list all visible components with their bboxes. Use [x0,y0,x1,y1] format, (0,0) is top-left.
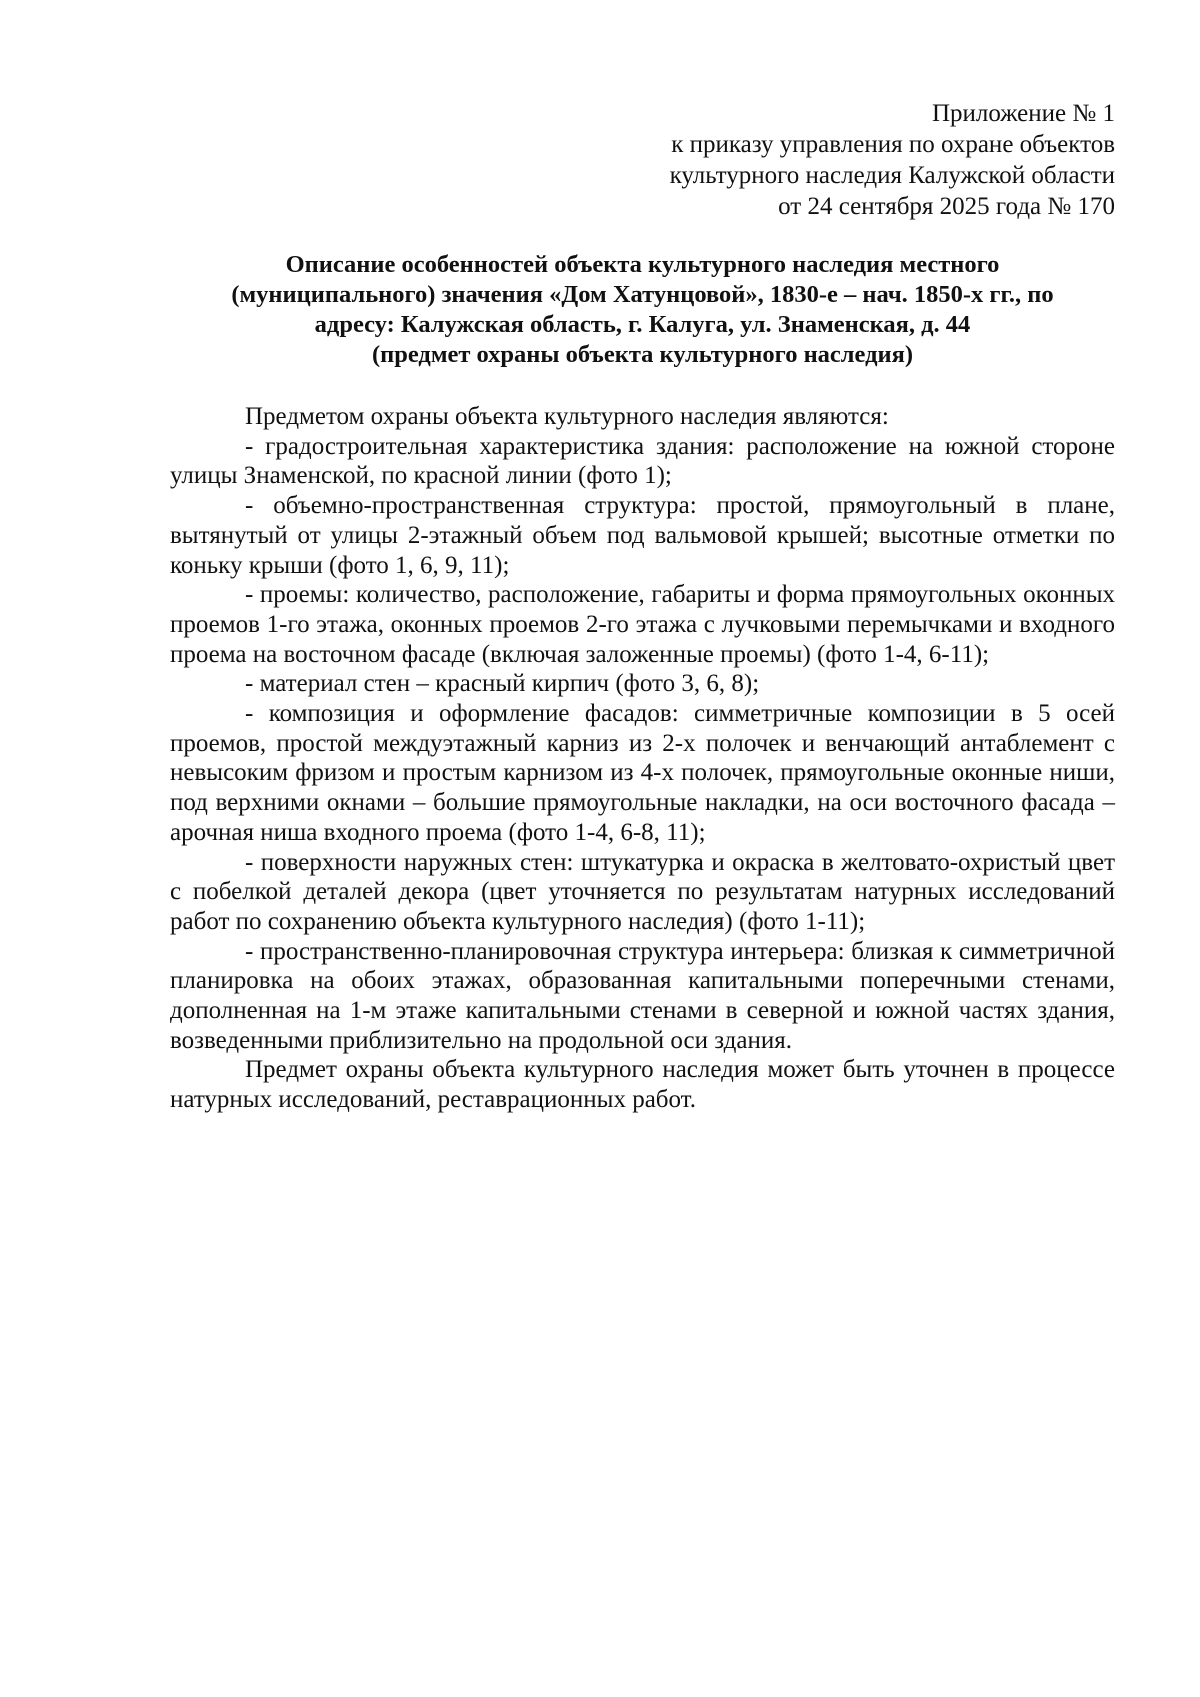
appendix-header [555,98,1115,222]
appendix-date: от 24 сентября 2025 года № 170 [778,193,1115,220]
title-line-3: адресу: Калужская область, г. Калуга, ул. Знаменская, д. 44 [314,311,971,338]
document-title [170,250,1115,370]
item-wall-material: - материал стен – красный кирпич (фото 3, 6, 8); [245,670,760,698]
document-body [170,402,1115,1115]
item-urban-planning: - градостроительная характеристика здания: расположение на южной стороне улицы Знаменской, по красной линии (фото 1); [170,432,1115,490]
item-interior-layout: - пространственно-планировочная структура интерьера: близкая к симметричной планировка на обоих этажах, образованная капитальными поперечными стенами, дополненная на 1-м этаже капитальными стенами в северной и южной частях здания, возведенными приблизительно на продольной оси здания. [170,937,1115,1054]
appendix-order-ref: к приказу управления по охране объектов [671,131,1115,158]
appendix-authority: культурного наследия Калужской области [669,162,1115,189]
appendix-number: Приложение № 1 [931,100,1115,127]
item-openings: - проемы: количество, расположение, габариты и форма прямоугольных оконных проемов 1-го этажа, оконных проемов 2-го этажа с лучковыми перемычками и входного проема на восточном фасаде (включая заложенные проемы) (фото 1-4, 6-11); [170,581,1115,668]
title-line-4: (предмет охраны объекта культурного наследия) [371,341,914,368]
item-wall-surfaces: - поверхности наружных стен: штукатурка и окраска в желтовато-охристый цвет с побелкой деталей декора (цвет уточняется по результатам натурных исследований работ по сохранению объекта культурного наследия) (фото 1-11); [170,848,1115,935]
title-line-2: (муниципального) значения «Дом Хатунцовой», 1830-е – нач. 1850-х гг., по [231,281,1054,308]
item-facade-composition: - композиция и оформление фасадов: симметричные композиции в 5 осей проемов, простой междуэтажный карниз из 2-х полочек и венчающий антаблемент с невысоким фризом и простым карнизом из 4-х полочек, прямоугольные оконные ниши, под верхними окнами – большие прямоугольные накладки, на оси восточного фасада – арочная ниша входного проема (фото 1-4, 6-8, 11); [170,700,1115,846]
item-spatial-structure: - объемно-пространственная структура: простой, прямоугольный в плане, вытянутый от улицы 2-этажный объем под вальмовой крышей; высотные отметки по коньку крыши (фото 1, 6, 9, 11); [170,492,1115,579]
title-line-1: Описание особенностей объекта культурного наследия местного [285,251,1000,278]
closing-paragraph: Предмет охраны объекта культурного наследия может быть уточнен в процессе натурных исследований, реставрационных работ. [170,1056,1115,1114]
intro-paragraph: Предметом охраны объекта культурного наследия являются: [245,403,889,430]
